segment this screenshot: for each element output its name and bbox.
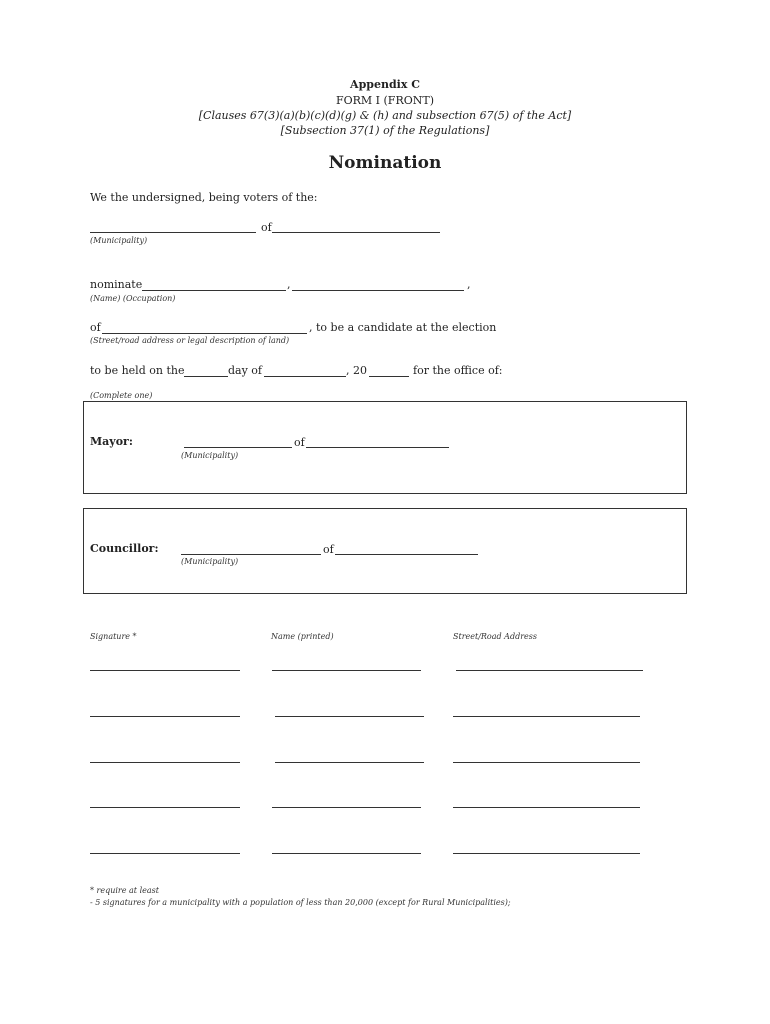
election-month-field[interactable] bbox=[264, 376, 346, 377]
address-field[interactable] bbox=[453, 762, 640, 763]
of-text: of bbox=[294, 436, 305, 449]
municipality-type-field[interactable] bbox=[90, 232, 256, 233]
nominee-occupation-field[interactable] bbox=[292, 290, 464, 291]
municipality-caption: (Municipality) bbox=[90, 236, 148, 245]
municipality-name-field[interactable] bbox=[272, 232, 440, 233]
mayor-municipality-caption: (Municipality) bbox=[181, 451, 239, 460]
year-prefix-text: , 20 bbox=[346, 364, 367, 377]
election-year-field[interactable] bbox=[369, 376, 409, 377]
footnote-signatures: - 5 signatures for a municipality with a population of less than 20,000 (except for Rural Municipalities); bbox=[90, 898, 511, 907]
nominee-address-field[interactable] bbox=[102, 333, 307, 334]
address-field[interactable] bbox=[453, 853, 640, 854]
name-printed-field[interactable] bbox=[275, 716, 424, 717]
appendix-heading: Appendix C bbox=[350, 78, 420, 91]
councillor-municipality-type-field[interactable] bbox=[181, 554, 321, 555]
councillor-label: Councillor: bbox=[90, 542, 159, 555]
of-text: of bbox=[323, 543, 334, 556]
name-printed-field[interactable] bbox=[275, 762, 424, 763]
held-on-text: to be held on the bbox=[90, 364, 185, 377]
clauses-reference: [Clauses 67(3)(a)(b)(c)(d)(g) & (h) and subsection 67(5) of the Act] bbox=[198, 109, 572, 122]
signature-field[interactable] bbox=[90, 670, 240, 671]
regulations-reference: [Subsection 37(1) of the Regulations] bbox=[280, 124, 490, 137]
nominate-text: nominate bbox=[90, 278, 143, 291]
mayor-municipality-name-field[interactable] bbox=[306, 447, 449, 448]
name-occupation-caption: (Name) (Occupation) bbox=[90, 294, 176, 303]
name-printed-field[interactable] bbox=[272, 807, 421, 808]
councillor-municipality-name-field[interactable] bbox=[335, 554, 478, 555]
address-caption: (Street/road address or legal description of land) bbox=[90, 336, 290, 345]
election-day-field[interactable] bbox=[184, 376, 228, 377]
comma: , bbox=[287, 278, 291, 291]
address-column-header: Street/Road Address bbox=[453, 632, 537, 641]
signature-field[interactable] bbox=[90, 853, 240, 854]
intro-text: We the undersigned, being voters of the: bbox=[90, 191, 318, 204]
name-printed-field[interactable] bbox=[272, 853, 421, 854]
signature-field[interactable] bbox=[90, 807, 240, 808]
name-printed-column-header: Name (printed) bbox=[271, 632, 334, 641]
signature-field[interactable] bbox=[90, 762, 240, 763]
mayor-municipality-type-field[interactable] bbox=[184, 447, 292, 448]
name-printed-field[interactable] bbox=[272, 670, 421, 671]
signature-field[interactable] bbox=[90, 716, 240, 717]
day-of-text: day of bbox=[228, 364, 263, 377]
councillor-municipality-caption: (Municipality) bbox=[181, 557, 239, 566]
candidate-text: , to be a candidate at the election bbox=[309, 321, 497, 334]
of-text: of bbox=[261, 221, 272, 234]
signature-column-header: Signature * bbox=[90, 632, 137, 641]
form-heading: FORM I (FRONT) bbox=[335, 94, 434, 107]
page-title: Nomination bbox=[328, 153, 442, 173]
address-field[interactable] bbox=[456, 670, 643, 671]
councillor-box bbox=[83, 508, 687, 594]
comma: , bbox=[467, 278, 471, 291]
mayor-label: Mayor: bbox=[90, 435, 133, 448]
address-field[interactable] bbox=[453, 716, 640, 717]
office-of-text: for the office of: bbox=[413, 364, 503, 377]
address-field[interactable] bbox=[453, 807, 640, 808]
complete-one-caption: (Complete one) bbox=[90, 391, 153, 400]
of-text: of bbox=[90, 321, 101, 334]
nominee-name-field[interactable] bbox=[142, 290, 286, 291]
footnote-require: * require at least bbox=[90, 886, 159, 895]
